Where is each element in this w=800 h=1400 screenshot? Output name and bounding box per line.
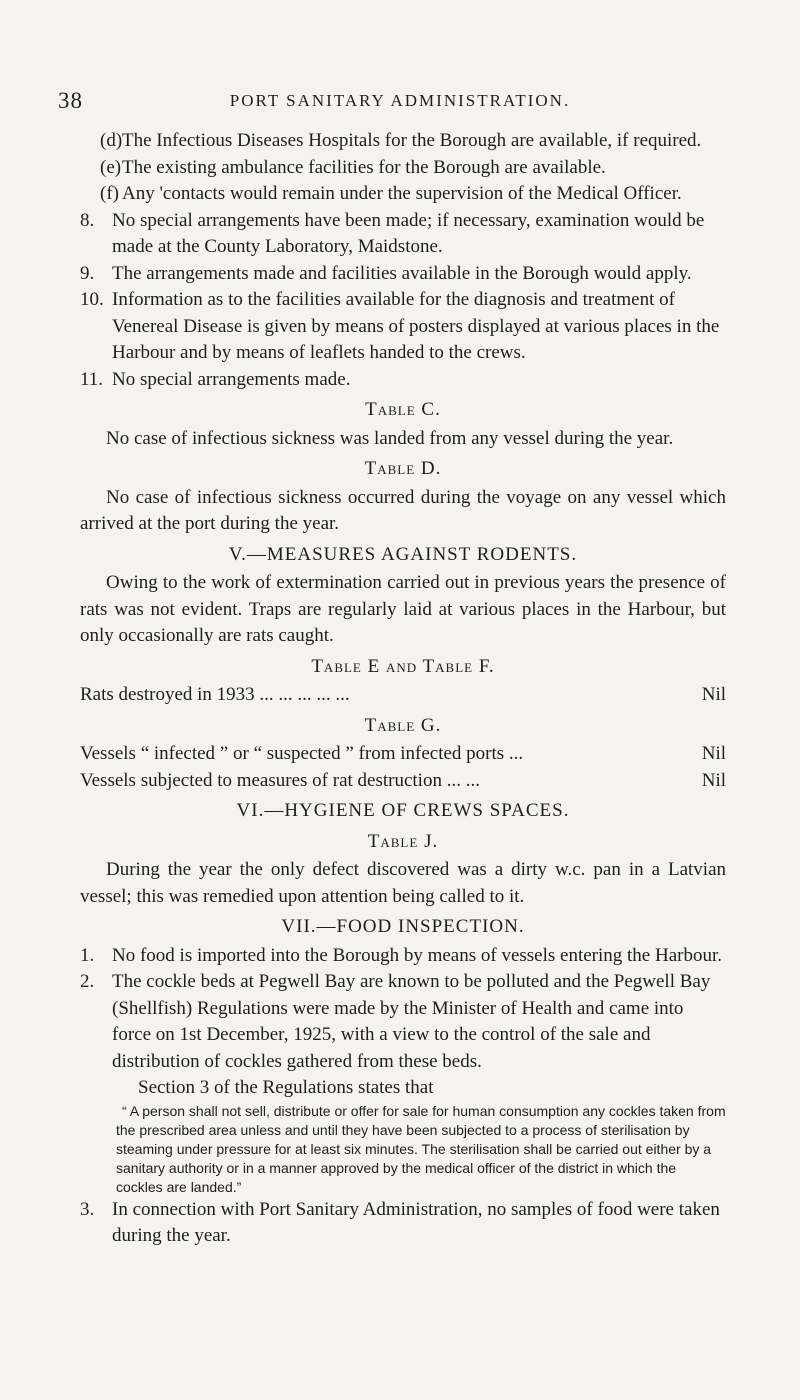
item-8: [80, 208, 726, 261]
sub-item-marker: (f): [100, 183, 119, 204]
table-j-heading: Table J.: [367, 830, 439, 852]
item-text: No food is imported into the Borough by means of vessels entering the Harbour.: [112, 944, 723, 966]
food-item-1: [80, 943, 726, 970]
section-vii-heading: VII.—FOOD INSPECTION.: [281, 916, 525, 937]
row-value: Nil: [701, 743, 726, 764]
sub-item-text: The existing ambulance facilities for the Borough are available.: [122, 156, 606, 178]
running-title: PORT SANITARY ADMINISTRATION.: [229, 91, 571, 110]
table-d-text: No case of infectious sickness occurred during the voyage on any vessel which arrived at the port during the year.: [80, 486, 726, 534]
row-value: Nil: [701, 684, 726, 705]
sub-item-marker: (d): [100, 130, 123, 151]
item-9: [80, 261, 726, 288]
item-10: [80, 287, 726, 367]
item-number: 3.: [80, 1198, 95, 1220]
sub-item-marker: (e): [100, 156, 122, 178]
food-item-3: [80, 1197, 726, 1250]
row-label: Rats destroyed in 1933 ... ... ... ... ...: [80, 684, 350, 705]
regulation-note: Section 3 of the Regulations states that: [138, 1077, 434, 1098]
page-number: 38: [58, 88, 83, 113]
table-d-heading: Table D.: [364, 458, 442, 479]
sub-item-text: Any 'contacts would remain under the supervision of the Medical Officer.: [122, 183, 682, 204]
sub-item-e: [80, 155, 726, 182]
item-text: Information as to the facilities available for the diagnosis and treatment of Venereal Disease is given by means of posters displayed at various places in the Harbour and by means of leaflets handed to the crews.: [112, 289, 720, 363]
table-g-row: [80, 768, 726, 795]
item-number: 10.: [80, 289, 104, 310]
page-header: [58, 88, 742, 118]
sub-item-text: The Infectious Diseases Hospitals for the Borough are available, if required.: [122, 130, 702, 151]
page-body: [80, 128, 726, 1250]
section-v-heading: V.—MEASURES AGAINST RODENTS.: [228, 543, 578, 565]
row-label: Vessels subjected to measures of rat destruction ... ...: [80, 769, 480, 791]
item-text: In connection with Port Sanitary Administration, no samples of food were taken during the year.: [112, 1198, 720, 1246]
item-number: 8.: [80, 209, 95, 231]
table-c-text: No case of infectious sickness was landed from any vessel during the year.: [106, 427, 674, 449]
section-vi-text: During the year the only defect discovered was a dirty w.c. pan in a Latvian vessel; this was remedied upon attention being called to it.: [80, 859, 726, 907]
sub-item-d: [80, 128, 726, 155]
item-text: The cockle beds at Pegwell Bay are known to be polluted and the Pegwell Bay (Shellfish) Regulations were made by the Minister of Health and came into force on 1st December, 1925, with a view to the control of the sale and distribution of cockles gathered from these beds.: [112, 971, 711, 1072]
row-value: Nil: [701, 769, 726, 791]
item-text: The arrangements made and facilities available in the Borough would apply.: [112, 262, 692, 284]
row-label: Vessels “ infected ” or “ suspected ” from infected ports ...: [80, 743, 524, 764]
table-g-row: [80, 741, 726, 768]
item-number: 9.: [80, 262, 95, 284]
section-vi-heading: VI.—HYGIENE OF CREWS SPACES.: [236, 800, 570, 821]
section-v-text: Owing to the work of extermination carried out in previous years the presence of rats was not evident. Traps are regularly laid at various places in the Harbour, but only occasionally are rats caught.: [80, 572, 726, 646]
item-text: No special arrangements made.: [112, 368, 351, 390]
item-number: 2.: [80, 971, 95, 992]
sub-item-f: [80, 181, 726, 208]
table-c-heading: Table C.: [365, 399, 441, 420]
item-11: [80, 367, 726, 394]
item-text: No special arrangements have been made; if necessary, examination would be made at the County Laboratory, Maidstone.: [112, 209, 705, 257]
table-ef-heading: Table E and Table F.: [311, 655, 495, 677]
item-number: 1.: [80, 944, 95, 966]
food-item-2: [80, 969, 726, 1075]
item-number: 11.: [80, 368, 104, 390]
regulation-quote: “ A person shall not sell, distribute or offer for sale for human consumption any cockles taken from the prescribed area unless and until they have been subjected to a process of sterilisation by steaming under pressure for at least six minutes. The sterilisation shall be carried out either by a sanitary authority or in a manner approved by the medical officer of the district in which the cockles are landed.”: [116, 1102, 726, 1195]
table-g-heading: Table G.: [364, 714, 442, 736]
table-ef-row: [80, 682, 726, 709]
